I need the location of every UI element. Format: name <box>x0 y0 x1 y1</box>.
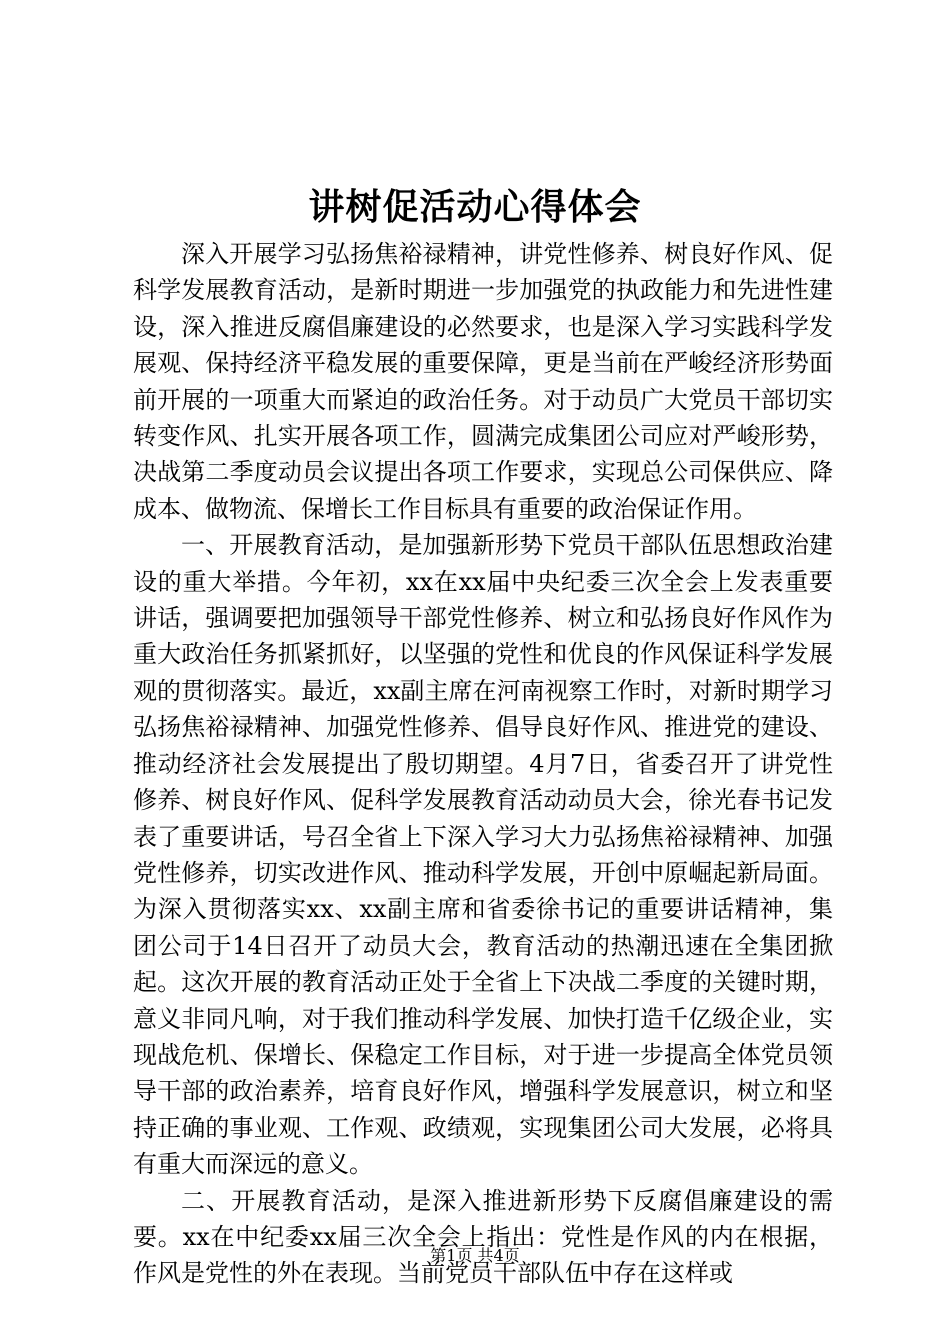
paragraph-section-two: 二、开展教育活动，是深入推进新形势下反腐倡廉建设的需要。xx在中纪委xx届三次全会上指出：党性是作风的内在根据，作风是党性的外在表现。当前党员干部队伍中存在这样或 <box>133 1186 833 1288</box>
page-footer: 第1页 共4页 <box>430 1246 520 1265</box>
paragraph-intro: 深入开展学习弘扬焦裕禄精神，讲党性修养、树良好作风、促科学发展教育活动，是新时期进一步加强党的执政能力和先进性建设，深入推进反腐倡廉建设的必然要求，也是深入学习实践科学发展观、保持经济平稳发展的重要保障，更是当前在严峻经济形势面前开展的一项重大而紧迫的政治任务。对于动员广大党员干部切实转变作风、扎实开展各项工作，圆满完成集团公司应对严峻形势，决战第二季度动员会议提出各项工作要求，实现总公司保供应、降成本、做物流、保增长工作目标具有重要的政治保证作用。 <box>133 240 833 523</box>
document-body <box>133 236 833 1292</box>
document-title: 讲树促活动心得体会 <box>308 186 642 228</box>
paragraph-section-one: 一、开展教育活动，是加强新形势下党员干部队伍思想政治建设的重大举措。今年初，xx在xx届中央纪委三次全会上发表重要讲话，强调要把加强领导干部党性修养、树立和弘扬良好作风作为重大政治任务抓紧抓好，以坚强的党性和优良的作风保证科学发展观的贯彻落实。最近，xx副主席在河南视察工作时，对新时期学习弘扬焦裕禄精神、加强党性修养、倡导良好作风、推进党的建设、推动经济社会发展提出了殷切期望。4月7日，省委召开了讲党性修养、树良好作风、促科学发展教育活动动员大会，徐光春书记发表了重要讲话，号召全省上下深入学习大力弘扬焦裕禄精神、加强党性修养，切实改进作风、推动科学发展，开创中原崛起新局面。为深入贯彻落实xx、xx副主席和省委徐书记的重要讲话精神，集团公司于14日召开了动员大会，教育活动的热潮迅速在全集团掀起。这次开展的教育活动正处于全省上下决战二季度的关键时期，意义非同凡响，对于我们推动科学发展、加快打造千亿级企业，实现战危机、保增长、保稳定工作目标，对于进一步提高全体党员领导干部的政治素养，培育良好作风，增强科学发展意识，树立和坚持正确的事业观、工作观、政绩观，实现集团公司大发展，必将具有重大而深远的意义。 <box>133 531 833 1179</box>
